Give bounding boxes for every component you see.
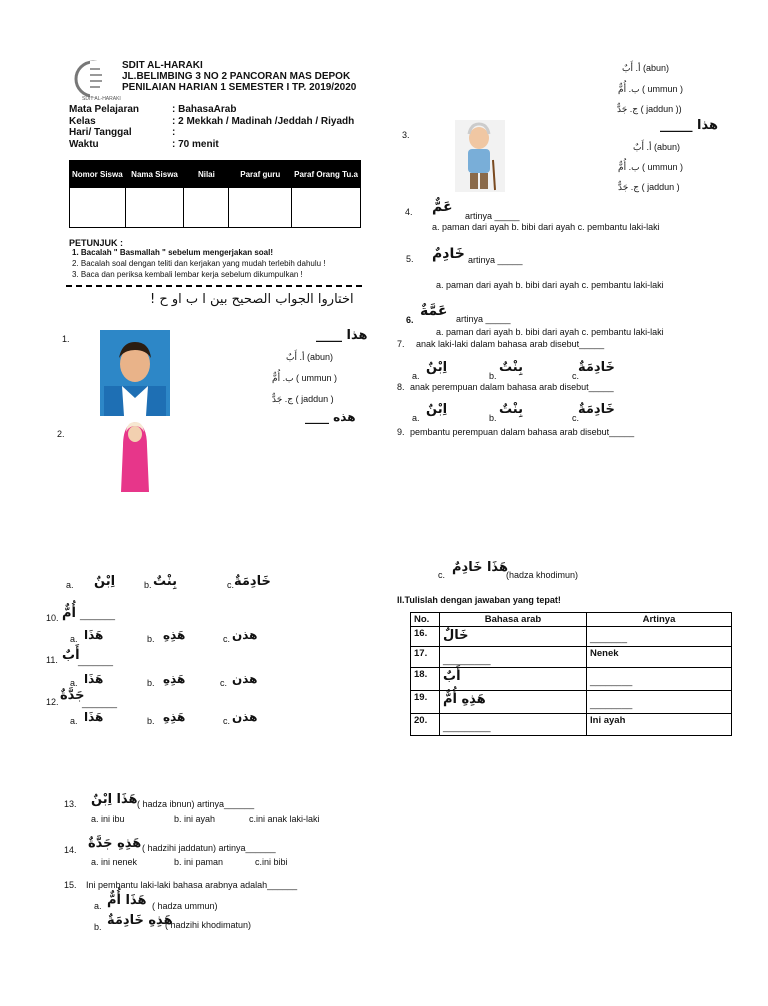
question-number: 10. [46,613,59,623]
petunjuk-title: PETUNJUK : [69,238,124,248]
sig-cell[interactable] [125,188,184,228]
sig-header: Paraf guru [229,161,292,188]
arabic-cell: خَالٌ [440,627,587,647]
sig-cell[interactable] [70,188,126,228]
q12-option[interactable]: هذن [232,710,258,724]
q15-option-b[interactable]: هَذِهِ خَادِمَةٌ [107,913,173,928]
option-label: a. [412,413,420,423]
info-value: : BahasaArab [172,104,237,115]
q2-option[interactable]: اِبْنٌ [94,574,116,589]
q10-word: أُمٌّ [62,606,76,621]
q14-option[interactable]: a. ini nenek [91,857,138,867]
option-label: c. [438,570,446,580]
option-label: c. [572,413,580,423]
q9-option-c-text: (hadza khodimun) [506,570,579,580]
q10-option[interactable]: هَذِهِ [163,628,186,642]
question-number: 12. [46,697,59,707]
q4-text: artinya _____ [465,211,520,221]
table-row [411,714,732,736]
q12-word: جَدَّةٌ [60,688,85,703]
meaning-cell: Ini ayah [587,714,732,736]
sig-cell[interactable] [292,188,361,228]
answer-blank[interactable]: _________ [440,714,587,736]
q14-arabic: هَذِهِ جَدَّةٌ [88,836,142,851]
top-option[interactable]: ج. جَدٌّ ( jaddun )) [617,104,682,114]
q6-options[interactable]: a. paman dari ayah b. bibi dari ayah c. pembantu laki-laki [436,327,664,337]
arabic-cell: هَذِهِ أُمٌّ [440,691,587,714]
question-number: 7. [397,339,405,349]
sig-header: Nama Siswa [125,161,184,188]
info-value: : 70 menit [172,139,219,150]
answer-blank[interactable]: _______ [80,610,116,620]
q11-word: أَبٌ [62,648,80,663]
q5-options[interactable]: a. paman dari ayah b. bibi dari ayah c. pembantu laki-laki [436,280,664,290]
q5-text: artinya _____ [468,255,523,265]
school-name: SDIT AL-HARAKI [122,60,203,71]
answer-table [410,612,732,736]
q15-text: Ini pembantu laki-laki bahasa arabnya adalah______ [86,880,298,890]
q3-option[interactable]: ب. أُمٌّ ( ummun ) [618,162,684,172]
section-title: II.Tulislah dengan jawaban yang tepat! [397,595,561,605]
q8-text: anak perempuan dalam bahasa arab disebut_____ [410,382,614,392]
option-label: b. [147,716,155,726]
table-row [411,668,732,691]
q6-word: عَمَّةٌ [420,303,448,319]
q10-option[interactable]: هذن [232,628,258,642]
q6-text: artinya _____ [456,314,511,324]
table-row [411,627,732,647]
q2-option[interactable]: خَادِمَةٌ [234,574,271,589]
man-illustration [100,330,170,416]
option-label: b. [144,580,152,590]
q1-prompt: هذا ____ [316,328,368,343]
table-header: No. [411,613,440,627]
table-header: Artinya [587,613,732,627]
info-label: Hari/ Tanggal [69,127,132,138]
row-number: 19. [411,691,440,714]
sig-cell[interactable] [184,188,229,228]
q1-option[interactable]: أ. أَبٌ (abun) [286,352,334,362]
q7-option[interactable]: اِبْنٌ [426,360,448,375]
option-label: c. [223,634,231,644]
q12-option[interactable]: هَذِهِ [163,710,186,724]
q14-text: ( hadzihi jaddatun) artinya______ [142,843,276,853]
q15-option-a[interactable]: هَذَا أُمٌّ [107,893,147,908]
q3-option[interactable]: ج. جَدٌّ ( jaddun ) [618,182,680,192]
meaning-cell: Nenek [587,647,732,668]
row-number: 20. [411,714,440,736]
q3-prompt: هذا _____ [660,118,719,133]
q9-text: pembantu perempuan dalam bahasa arab disebut_____ [410,427,635,437]
q12-option[interactable]: هَذَا [84,710,104,724]
q11-option[interactable]: هَذِهِ [163,672,186,686]
question-number: 11. [46,655,58,665]
option-label: b. [147,678,155,688]
q15-option-a-text: ( hadza ummun) [152,901,218,911]
answer-blank[interactable]: _________ [440,647,587,668]
q8-option[interactable]: بِنْتٌ [499,402,523,417]
petunjuk-item: 1. Bacalah " Basmallah " sebelum mengerjakan soal! [72,248,274,257]
q14-option[interactable]: c.ini bibi [255,857,288,867]
student-sign-table [69,160,361,228]
info-label: Waktu [69,139,99,150]
question-number: 13. [64,799,77,809]
option-label: a. [70,678,78,688]
sig-cell[interactable] [229,188,292,228]
option-label: a. [66,580,74,590]
row-number: 18. [411,668,440,691]
answer-blank[interactable]: _______ [587,627,732,647]
q9-option-c[interactable]: هَذَا خَادِمٌ [452,560,508,575]
q8-option[interactable]: خَادِمَةٌ [578,402,615,417]
q1-option[interactable]: ج. جَدٌّ ( jaddun ) [272,394,334,404]
top-option[interactable]: ب. أُمٌّ ( ummun ) [618,84,684,94]
divider [66,285,362,287]
q13-arabic: هَذَا اِبْنٌ [91,792,138,807]
q5-word: خَادِمٌ [432,246,465,262]
question-number: 8. [397,382,405,392]
q11-option[interactable]: هَذَا [84,672,104,686]
option-label: b. [489,413,497,423]
q3-option[interactable]: أ. أَبٌ (abun) [633,142,681,152]
answer-blank[interactable]: _______ [82,698,118,708]
q13-option[interactable]: c.ini anak laki-laki [249,814,320,824]
info-value: : 2 Mekkah / Madinah /Jeddah / Riyadh [172,116,355,127]
option-label: c. [572,371,580,381]
table-row [411,691,732,714]
arabic-cell: أَبٌ [440,668,587,691]
q1-option[interactable]: ب. أُمٌّ ( ummun ) [272,373,338,383]
q1-next-prompt: هذه ____ [305,410,356,424]
sig-header: Nilai [184,161,229,188]
info-value: : [172,127,176,138]
question-number: 1. [62,334,70,344]
info-label: Mata Pelajaran [69,104,140,115]
sig-header: Paraf Orang Tu.a [292,161,361,188]
table-header: Bahasa arab [440,613,587,627]
school-address: JL.BELIMBING 3 NO 2 PANCORAN MAS DEPOK [122,71,351,82]
row-number: 16. [411,627,440,647]
table-row [411,647,732,668]
q10-option[interactable]: هَذَا [84,628,104,642]
sig-header: Nomor Siswa [70,161,126,188]
q13-option[interactable]: a. ini ibu [91,814,125,824]
grandfather-illustration [455,120,505,192]
option-label: a. [70,634,78,644]
q7-text: anak laki-laki dalam bahasa arab disebut_____ [416,339,605,349]
option-label: a. [412,371,420,381]
petunjuk-item: 2. Bacalah soal dengan teliti dan kerjakan yang mudah terlebih dahulu ! [72,259,326,268]
q4-word: عَمٌّ [432,199,453,215]
logo-text: SDIT AL-HARAKI [82,96,121,102]
row-number: 17. [411,647,440,668]
answer-blank[interactable]: ________ [587,668,732,691]
question-number: 14. [64,845,77,855]
option-label: a. [70,716,78,726]
top-option[interactable]: أ. أَبٌ (abun) [622,63,670,73]
q11-option[interactable]: هذن [232,672,258,686]
info-label: Kelas [69,116,96,127]
question-number: 9. [397,427,405,437]
option-label: b. [147,634,155,644]
answer-blank[interactable]: _______ [78,656,114,666]
question-number: 6. [406,315,414,325]
arabic-instruction: اختاروا الجواب الصحيح بين ا ب او ح ! [150,292,354,307]
question-number: 2. [57,429,65,439]
q7-option[interactable]: بِنْتٌ [499,360,523,375]
woman-illustration [115,416,155,494]
petunjuk-item: 3. Baca dan periksa kembali lembar kerja sebelum dikumpulkan ! [72,270,303,279]
q8-option[interactable]: اِبْنٌ [426,402,448,417]
option-label: b. [94,922,102,932]
answer-blank[interactable]: ________ [587,691,732,714]
option-label: b. [489,371,497,381]
q4-options[interactable]: a. paman dari ayah b. bibi dari ayah c. pembantu laki-laki [432,222,660,232]
q13-option[interactable]: b. ini ayah [174,814,216,824]
option-label: a. [94,901,102,911]
q7-option[interactable]: خَادِمَةٌ [578,360,615,375]
exam-title: PENILAIAN HARIAN 1 SEMESTER I TP. 2019/2020 [122,82,357,93]
option-label: c. [227,580,235,590]
question-number: 15. [64,880,77,890]
question-number: 4. [405,207,413,217]
q15-option-b-text: ( hadzihi khodimatun) [165,920,252,930]
q13-text: ( hadza ibnun) artinya______ [137,799,255,809]
option-label: c. [220,678,228,688]
question-number: 3. [402,130,410,140]
q14-option[interactable]: b. ini paman [174,857,224,867]
q2-option[interactable]: بِنْتٌ [153,574,177,589]
option-label: c. [223,716,231,726]
question-number: 5. [406,254,414,264]
